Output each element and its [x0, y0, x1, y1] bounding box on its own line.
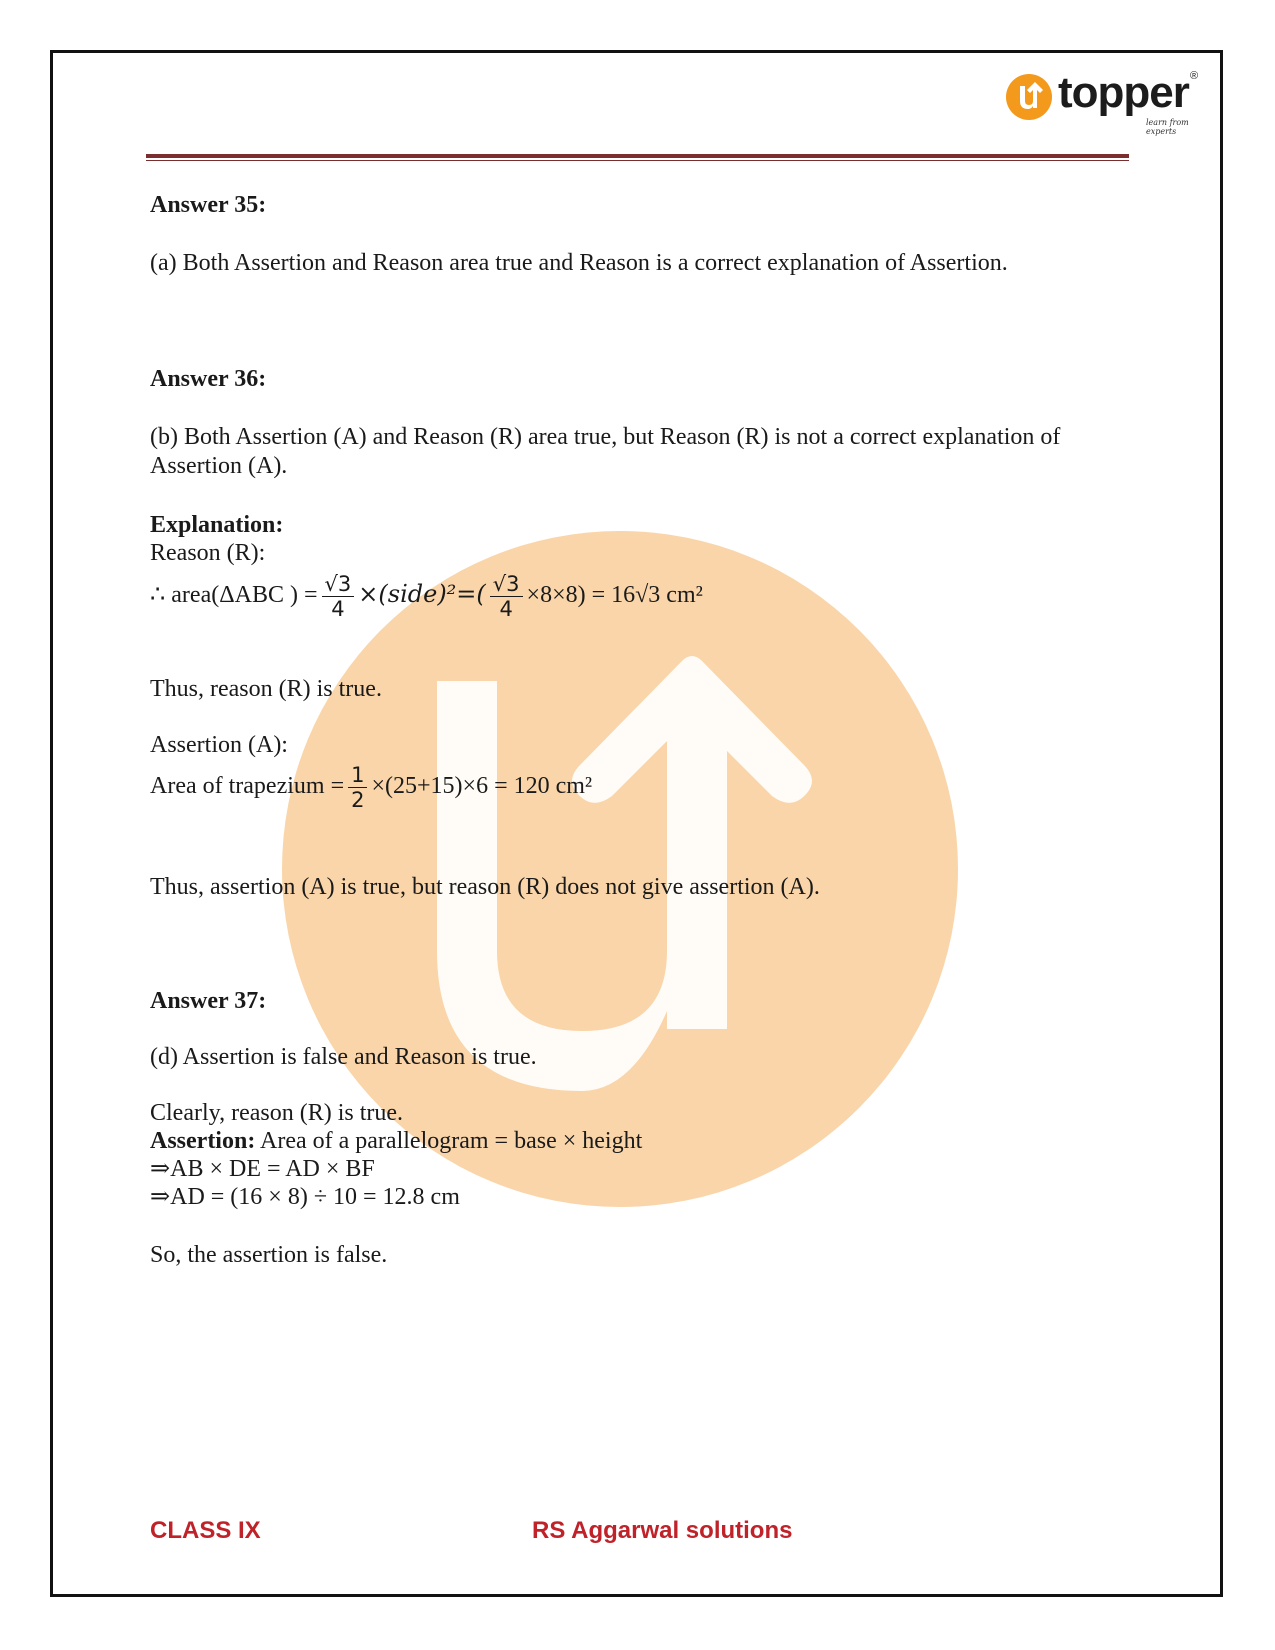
- answer-37-conclusion: So, the assertion is false.: [150, 1242, 388, 1268]
- eq2-frac-denominator: 2: [351, 788, 365, 812]
- area-triangle-equation: [150, 572, 703, 621]
- logo-tagline: learn from experts: [1146, 118, 1189, 136]
- footer-class-label: CLASS IX: [150, 1517, 261, 1544]
- trapezium-area-equation: [150, 763, 592, 812]
- answer-37-heading: Answer 37:: [150, 988, 267, 1014]
- answer-37-line-1: Clearly, reason (R) is true.: [150, 1100, 404, 1126]
- eq1-prefix: ∴ area(ΔABC ) =: [150, 582, 318, 609]
- logo-wordmark: topper: [1058, 68, 1189, 117]
- answer-35-text: (a) Both Assertion and Reason area true and Reason is a correct explanation of Assertion.: [150, 250, 1008, 276]
- eq1-frac1-denominator: 4: [331, 597, 345, 621]
- eq1-frac2-numerator: √3: [490, 572, 523, 597]
- answer-37-text: (d) Assertion is false and Reason is true.: [150, 1044, 537, 1070]
- eq1-middle: ×(side)²=(: [358, 580, 486, 609]
- answer-37-line-4: ⇒AD = (16 × 8) ÷ 10 = 12.8 cm: [150, 1184, 460, 1210]
- answer-36-heading: Answer 36:: [150, 366, 267, 392]
- assertion-label: Assertion (A):: [150, 732, 288, 758]
- eq1-fraction-1: [322, 572, 355, 621]
- eq2-frac-numerator: 1: [348, 763, 367, 788]
- assertion-formula: Area of a parallelogram = base × height: [255, 1128, 643, 1154]
- eq1-frac2-denominator: 4: [499, 597, 513, 621]
- eq2-prefix: Area of trapezium =: [150, 773, 345, 800]
- eq2-suffix: ×(25+15)×6 = 120 cm²: [371, 773, 593, 800]
- header-rule-thin: [146, 160, 1129, 161]
- eq1-fraction-2: [490, 572, 523, 621]
- header-rule: [146, 154, 1129, 158]
- logo-registered-mark: ®: [1190, 70, 1199, 82]
- answer-36-conclusion: Thus, assertion (A) is true, but reason (R) does not give assertion (A).: [150, 874, 820, 900]
- assertion-bold-label: Assertion:: [150, 1128, 256, 1154]
- reason-conclusion: Thus, reason (R) is true.: [150, 676, 382, 702]
- footer-book-title: RS Aggarwal solutions: [532, 1517, 793, 1544]
- topper-logo-circle-icon: [1006, 74, 1052, 120]
- eq2-fraction: [348, 763, 367, 812]
- eq1-frac1-numerator: √3: [322, 572, 355, 597]
- answer-37-line-3: ⇒AB × DE = AD × BF: [150, 1156, 375, 1182]
- topper-logo: [1006, 68, 1206, 136]
- explanation-label: Explanation:: [150, 512, 284, 538]
- reason-label: Reason (R):: [150, 540, 266, 566]
- answer-35-heading: Answer 35:: [150, 192, 267, 218]
- eq1-suffix: ×8×8) = 16√3 cm²: [526, 582, 703, 609]
- answer-37-line-2: [150, 1127, 642, 1156]
- answer-36-text: (b) Both Assertion (A) and Reason (R) area true, but Reason (R) is not a correct explanation of Assertion (A).: [150, 424, 1061, 479]
